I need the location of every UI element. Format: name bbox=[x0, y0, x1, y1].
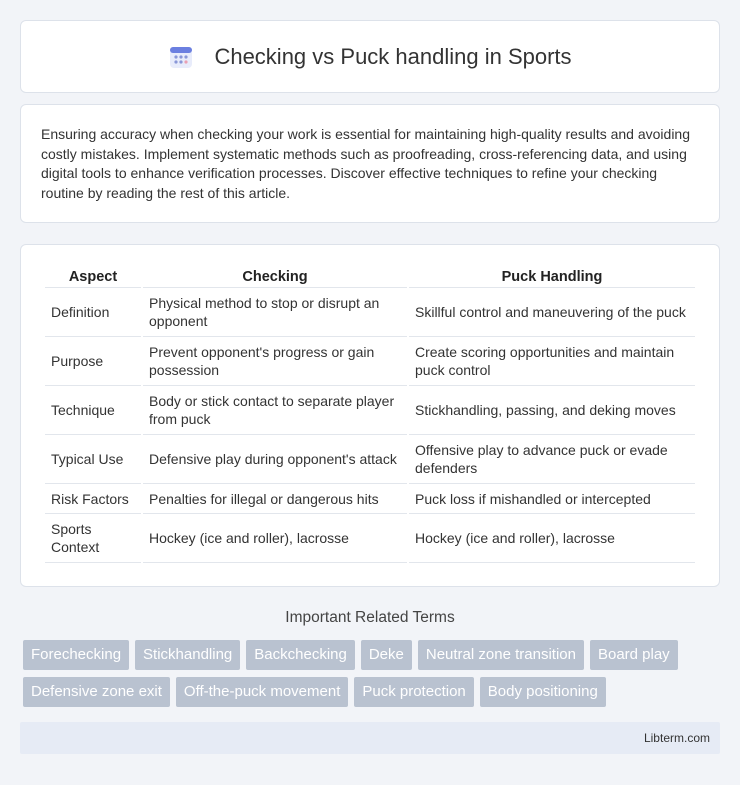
table-row bbox=[45, 288, 695, 337]
title-card bbox=[20, 20, 720, 93]
related-terms-list bbox=[23, 640, 723, 714]
table-cell-puck-handling: Puck loss if mishandled or intercepted bbox=[409, 484, 695, 514]
table-cell-checking: Defensive play during opponent's attack bbox=[143, 435, 407, 484]
table-row bbox=[45, 386, 695, 435]
related-term-tag[interactable]: Puck protection bbox=[354, 677, 473, 707]
table-cell-checking: Prevent opponent's progress or gain possession bbox=[143, 337, 407, 386]
table-header-row bbox=[45, 265, 695, 288]
table-cell-aspect: Sports Context bbox=[45, 514, 141, 563]
related-term-tag[interactable]: Backchecking bbox=[246, 640, 355, 670]
table-cell-checking: Penalties for illegal or dangerous hits bbox=[143, 484, 407, 514]
table-cell-checking: Hockey (ice and roller), lacrosse bbox=[143, 514, 407, 563]
table-cell-aspect: Purpose bbox=[45, 337, 141, 386]
table-cell-puck-handling: Offensive play to advance puck or evade defenders bbox=[409, 435, 695, 484]
related-term-tag[interactable]: Off-the-puck movement bbox=[176, 677, 348, 707]
comparison-table bbox=[43, 265, 697, 563]
table-cell-aspect: Technique bbox=[45, 386, 141, 435]
calendar-grid-icon bbox=[168, 44, 194, 70]
related-term-tag[interactable]: Deke bbox=[361, 640, 412, 670]
table-row bbox=[45, 484, 695, 514]
related-term-tag[interactable]: Stickhandling bbox=[135, 640, 240, 670]
page-title: Checking vs Puck handling in Sports bbox=[214, 43, 572, 69]
table-row bbox=[45, 514, 695, 563]
footer-source-link[interactable]: Libterm.com bbox=[643, 731, 710, 745]
table-cell-checking: Physical method to stop or disrupt an opponent bbox=[143, 288, 407, 337]
related-term-tag[interactable]: Neutral zone transition bbox=[418, 640, 584, 670]
footer bbox=[20, 722, 720, 754]
column-header-aspect: Aspect bbox=[45, 265, 141, 288]
table-cell-aspect: Definition bbox=[45, 288, 141, 337]
column-header-puck-handling: Puck Handling bbox=[409, 265, 695, 288]
intro-card bbox=[20, 104, 720, 223]
table-cell-aspect: Typical Use bbox=[45, 435, 141, 484]
table-row bbox=[45, 435, 695, 484]
table-row bbox=[45, 337, 695, 386]
table-cell-puck-handling: Stickhandling, passing, and deking moves bbox=[409, 386, 695, 435]
comparison-table-card bbox=[20, 244, 720, 587]
related-terms-title: Important Related Terms bbox=[285, 609, 455, 626]
table-cell-puck-handling: Skillful control and maneuvering of the puck bbox=[409, 288, 695, 337]
table-cell-checking: Body or stick contact to separate player from puck bbox=[143, 386, 407, 435]
table-cell-puck-handling: Create scoring opportunities and maintain puck control bbox=[409, 337, 695, 386]
related-term-tag[interactable]: Defensive zone exit bbox=[23, 677, 170, 707]
related-term-tag[interactable]: Body positioning bbox=[480, 677, 606, 707]
table-cell-puck-handling: Hockey (ice and roller), lacrosse bbox=[409, 514, 695, 563]
related-term-tag[interactable]: Board play bbox=[590, 640, 678, 670]
intro-text: Ensuring accuracy when checking your work is essential for maintaining high-quality results and avoiding costly mistakes. Implement systematic methods such as proofreading, cross-referencing data, and using digital tools to enhance verification processes. Discover effective techniques to refine your checking routine by reading the rest of this article. bbox=[41, 126, 691, 201]
related-term-tag[interactable]: Forechecking bbox=[23, 640, 129, 670]
column-header-checking: Checking bbox=[143, 265, 407, 288]
table-cell-aspect: Risk Factors bbox=[45, 484, 141, 514]
